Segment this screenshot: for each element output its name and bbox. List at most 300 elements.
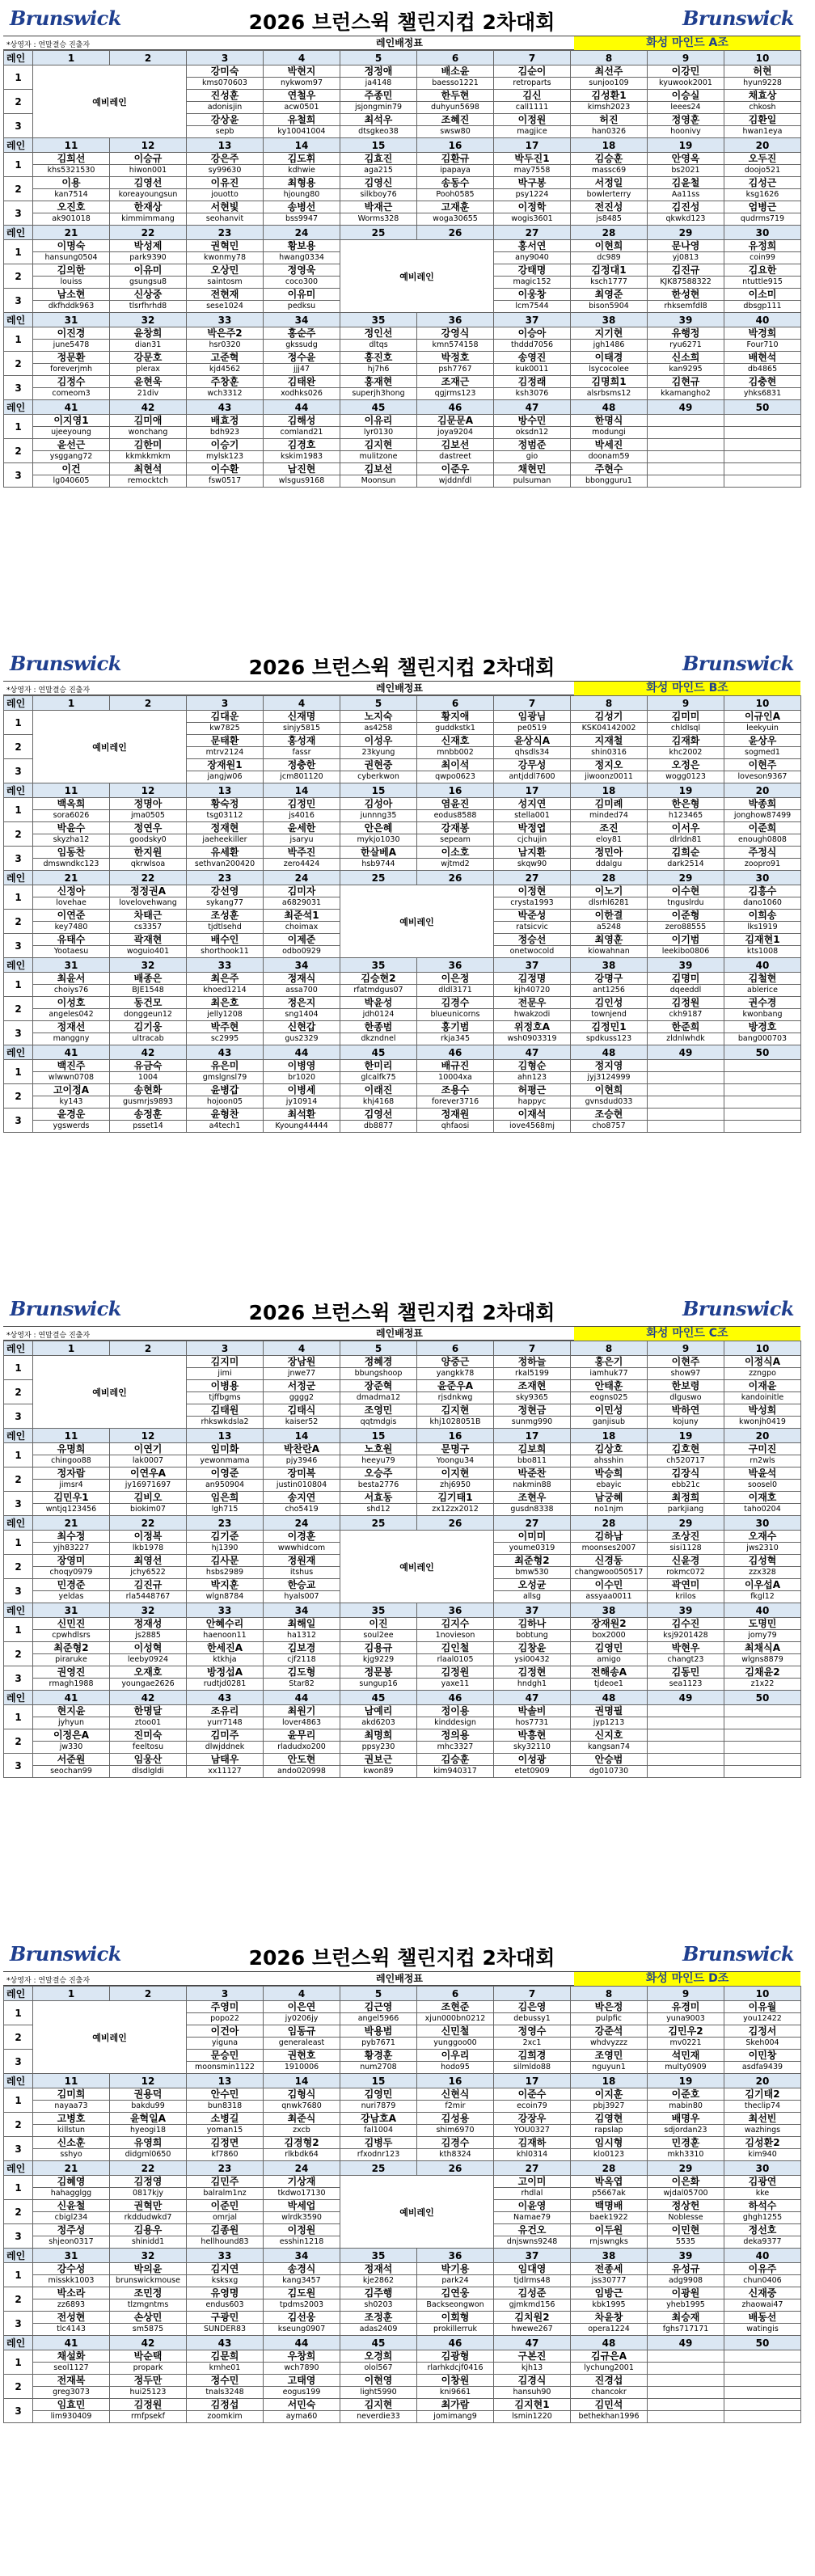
player-name: 김성준 bbox=[494, 2287, 571, 2299]
player-id: rhksemfdl8 bbox=[648, 301, 724, 313]
lane-number: 16 bbox=[417, 138, 494, 153]
lane-number: 11 bbox=[33, 138, 110, 153]
player-name: 고재훈 bbox=[417, 201, 494, 213]
player-name: 김미미 bbox=[648, 711, 724, 723]
player-name: 김의한 bbox=[33, 264, 110, 277]
player-id: as4258 bbox=[340, 723, 417, 735]
player-id: db8877 bbox=[340, 1121, 417, 1133]
lane-number: 22 bbox=[110, 226, 187, 240]
empty-cell bbox=[724, 1072, 801, 1084]
lane-number: 35 bbox=[340, 1603, 417, 1618]
player-name: 김호현 bbox=[648, 1443, 724, 1455]
player-id: box2000 bbox=[571, 1630, 648, 1642]
player-id: sepeam bbox=[417, 834, 494, 847]
player-id: qudrms719 bbox=[724, 213, 801, 226]
player-name: 김경수 bbox=[417, 2137, 494, 2149]
lane-number: 23 bbox=[187, 226, 264, 240]
player-name: 임효민 bbox=[33, 2399, 110, 2411]
player-name: 김형순 bbox=[494, 1060, 571, 1072]
player-id: ipapaya bbox=[417, 165, 494, 177]
player-id: dmadma12 bbox=[340, 1392, 417, 1404]
player-id: wogis3601 bbox=[494, 213, 571, 226]
round-number: 1 bbox=[4, 1356, 33, 1380]
lane-header: 레인 bbox=[4, 1691, 33, 1705]
lane-number: 36 bbox=[417, 2249, 494, 2263]
player-id: zero88555 bbox=[648, 922, 724, 934]
player-name: 김주행 bbox=[340, 2287, 417, 2299]
player-id: rfxodnr123 bbox=[340, 2149, 417, 2161]
player-name: 노지숙 bbox=[340, 711, 417, 723]
player-id: Aa11ss bbox=[648, 189, 724, 201]
player-name: 한성현 bbox=[648, 289, 724, 301]
player-id: tlsrfhrhd8 bbox=[110, 301, 187, 313]
player-name: 남진현 bbox=[264, 463, 340, 475]
lane-number: 33 bbox=[187, 1603, 264, 1618]
player-id: pulsuman bbox=[494, 475, 571, 488]
player-id: mtrv2124 bbox=[187, 747, 264, 759]
player-name: 문태환 bbox=[187, 735, 264, 747]
player-id: doonam59 bbox=[571, 451, 648, 463]
lane-number: 24 bbox=[264, 871, 340, 885]
player-name: 박구봉 bbox=[494, 177, 571, 189]
player-name: 강미숙 bbox=[187, 65, 264, 78]
player-id-row bbox=[4, 859, 801, 871]
lane-number: 28 bbox=[571, 871, 648, 885]
player-name: 조영민 bbox=[571, 2050, 648, 2062]
player-id: itshus bbox=[264, 1567, 340, 1579]
brunswick-logo: Brunswick bbox=[10, 1297, 121, 1320]
player-id: jdh0124 bbox=[340, 1009, 417, 1021]
player-id-row bbox=[4, 340, 801, 352]
player-name: 김규은A bbox=[571, 2350, 648, 2363]
player-id-row bbox=[4, 189, 801, 201]
lane-number: 35 bbox=[340, 958, 417, 973]
player-id: js2885 bbox=[110, 1630, 187, 1642]
player-name: 김윤철 bbox=[648, 177, 724, 189]
player-name: 강태명 bbox=[494, 264, 571, 277]
player-name: 권용덕 bbox=[110, 2088, 187, 2101]
lane-number: 17 bbox=[494, 138, 571, 153]
player-name: 유태수 bbox=[33, 934, 110, 946]
player-id: chkosh bbox=[724, 102, 801, 114]
round-number: 1 bbox=[4, 885, 33, 910]
player-name: 유금숙 bbox=[110, 1060, 187, 1072]
lane-number: 10 bbox=[724, 1987, 801, 2001]
player-id: wjddnfdl bbox=[417, 475, 494, 488]
player-name: 주정식 bbox=[724, 847, 801, 859]
player-id: qqtmdgis bbox=[340, 1417, 417, 1429]
lane-number-row bbox=[4, 1516, 801, 1531]
player-id: endus603 bbox=[187, 2299, 264, 2312]
player-name: 이준희 bbox=[724, 822, 801, 834]
player-name: 이태경 bbox=[571, 352, 648, 364]
player-id: choimax bbox=[264, 922, 340, 934]
player-name: 정은지 bbox=[264, 997, 340, 1009]
reserved-lane: 예비레인 bbox=[340, 885, 494, 958]
player-name: 김형식 bbox=[264, 2088, 340, 2101]
player-name: 배수인 bbox=[187, 934, 264, 946]
player-id: KJK87588322 bbox=[648, 277, 724, 289]
player-id: shd12 bbox=[340, 1504, 417, 1516]
player-id: kyuwook2001 bbox=[648, 78, 724, 90]
player-name: 강재봉 bbox=[417, 822, 494, 834]
lane-number: 16 bbox=[417, 2074, 494, 2088]
player-name: 박의윤 bbox=[110, 2263, 187, 2275]
player-name: 이진경 bbox=[33, 327, 110, 340]
player-name: 한승교 bbox=[264, 1579, 340, 1591]
lane-number: 44 bbox=[264, 2336, 340, 2350]
player-id: fghs717171 bbox=[648, 2324, 724, 2336]
player-row bbox=[4, 240, 801, 252]
player-id: ksg1626 bbox=[724, 189, 801, 201]
player-id: propark bbox=[110, 2363, 187, 2375]
player-id: 1910006 bbox=[264, 2062, 340, 2074]
player-id: fassr bbox=[264, 747, 340, 759]
player-name: 정승선 bbox=[494, 934, 571, 946]
lane-number: 3 bbox=[187, 1341, 264, 1356]
player-name: 김기태1 bbox=[417, 1492, 494, 1504]
lane-number: 33 bbox=[187, 958, 264, 973]
player-id: hos7731 bbox=[494, 1717, 571, 1729]
player-name: 민경훈 bbox=[648, 2137, 724, 2149]
player-name: 이정현 bbox=[494, 885, 571, 897]
player-name: 허진 bbox=[571, 114, 648, 126]
player-row bbox=[4, 822, 801, 834]
player-id: kmhe01 bbox=[187, 2363, 264, 2375]
player-id: goodsky0 bbox=[110, 834, 187, 847]
player-name: 이서우 bbox=[648, 822, 724, 834]
player-name: 정문봉 bbox=[340, 1666, 417, 1679]
player-id: rhdlal bbox=[494, 2188, 571, 2200]
lane-number: 25 bbox=[340, 226, 417, 240]
player-name: 권영진 bbox=[33, 1666, 110, 1679]
player-name: 박하연 bbox=[648, 1404, 724, 1417]
lane-number: 7 bbox=[494, 1987, 571, 2001]
player-id: baesso1221 bbox=[417, 78, 494, 90]
player-id: june5478 bbox=[33, 340, 110, 352]
player-name: 최선주 bbox=[571, 65, 648, 78]
player-name: 김희순 bbox=[648, 847, 724, 859]
player-id: wlrdk3590 bbox=[264, 2212, 340, 2224]
player-id: khj1028051B bbox=[417, 1417, 494, 1429]
player-name: 권혁만 bbox=[110, 2200, 187, 2212]
player-id: rhkswkdsla2 bbox=[187, 1417, 264, 1429]
player-id: thddd7056 bbox=[494, 340, 571, 352]
player-id: xx11127 bbox=[187, 1766, 264, 1778]
empty-cell bbox=[724, 1717, 801, 1729]
lane-number: 21 bbox=[33, 2161, 110, 2176]
round-number: 1 bbox=[4, 1618, 33, 1642]
player-name: 임동찬 bbox=[33, 847, 110, 859]
player-id: cho5419 bbox=[264, 1504, 340, 1516]
player-name: 이성광 bbox=[494, 1754, 571, 1766]
player-name: 이희송 bbox=[724, 910, 801, 922]
player-name: 홍은기 bbox=[571, 1356, 648, 1368]
player-id: leekyuin bbox=[724, 723, 801, 735]
player-id: plerax bbox=[110, 364, 187, 376]
player-id: sdjordan23 bbox=[648, 2125, 724, 2137]
player-id: iove4568mj bbox=[494, 1121, 571, 1133]
lane-number: 31 bbox=[33, 2249, 110, 2263]
lane-number: 19 bbox=[648, 2074, 724, 2088]
round-number: 2 bbox=[4, 2025, 33, 2050]
player-name: 김민우1 bbox=[33, 1492, 110, 1504]
lane-number: 29 bbox=[648, 226, 724, 240]
player-id: rokmc072 bbox=[648, 1567, 724, 1579]
player-id: jiwoonz0011 bbox=[571, 771, 648, 783]
player-name: 김충현 bbox=[724, 376, 801, 388]
player-name: 김성아 bbox=[340, 798, 417, 810]
player-name: 최준석1 bbox=[264, 910, 340, 922]
player-name: 김연웅 bbox=[417, 2287, 494, 2299]
player-id: silmldo88 bbox=[494, 2062, 571, 2074]
lane-number: 1 bbox=[33, 51, 110, 65]
player-id: jimi bbox=[187, 1368, 264, 1380]
reserved-lane: 예비레인 bbox=[340, 2176, 494, 2249]
player-name: 박솔비 bbox=[494, 1705, 571, 1717]
player-id: iamhuk77 bbox=[571, 1368, 648, 1380]
player-name: 이유월 bbox=[724, 2001, 801, 2013]
player-name: 문나영 bbox=[648, 240, 724, 252]
player-id: aga215 bbox=[340, 165, 417, 177]
round-number: 3 bbox=[4, 1404, 33, 1429]
player-id: wonchang bbox=[110, 427, 187, 439]
player-id: gio bbox=[494, 451, 571, 463]
lane-number: 20 bbox=[724, 2074, 801, 2088]
player-id: lovelovehwang bbox=[110, 897, 187, 910]
player-id: brunswickmouse bbox=[110, 2275, 187, 2287]
lane-number: 40 bbox=[724, 313, 801, 327]
player-name: 신윤경 bbox=[648, 1555, 724, 1567]
player-id: allsg bbox=[494, 1591, 571, 1603]
player-id: soosel0 bbox=[724, 1480, 801, 1492]
player-name: 남태우 bbox=[187, 1754, 264, 1766]
player-name: 김보경 bbox=[264, 1642, 340, 1654]
player-row bbox=[4, 177, 801, 189]
player-id: ahsshin bbox=[571, 1455, 648, 1467]
round-number: 2 bbox=[4, 1642, 33, 1666]
player-id: qwpo0623 bbox=[417, 771, 494, 783]
player-name: 한살베A bbox=[340, 847, 417, 859]
player-name: 손상민 bbox=[110, 2312, 187, 2324]
lane-number: 23 bbox=[187, 1516, 264, 1531]
player-id: nuri7879 bbox=[340, 2101, 417, 2113]
player-row bbox=[4, 1109, 801, 1121]
lane-header: 레인 bbox=[4, 696, 33, 711]
lane-number: 46 bbox=[417, 1691, 494, 1705]
player-id: KSK04142002 bbox=[571, 723, 648, 735]
player-name: 박세진 bbox=[571, 439, 648, 451]
player-name: 박정엽 bbox=[494, 822, 571, 834]
player-id: wlgns8879 bbox=[724, 1654, 801, 1666]
player-id: 23kyung bbox=[340, 747, 417, 759]
lane-number: 9 bbox=[648, 51, 724, 65]
player-name: 오재수 bbox=[724, 1531, 801, 1543]
empty-cell bbox=[724, 475, 801, 488]
player-name: 황숙정 bbox=[187, 798, 264, 810]
player-name: 박기용 bbox=[417, 2263, 494, 2275]
player-name: 유세환 bbox=[187, 847, 264, 859]
player-name: 오승주 bbox=[340, 1467, 417, 1480]
player-id: dian31 bbox=[110, 340, 187, 352]
lane-number: 27 bbox=[494, 871, 571, 885]
lane-header: 레인 bbox=[4, 1045, 33, 1060]
lane-number-row bbox=[4, 1987, 801, 2001]
player-id: lak0007 bbox=[110, 1455, 187, 1467]
player-id: kbk1995 bbox=[571, 2299, 648, 2312]
sheet-title: 2026 브런스윅 챌린지컵 2차대회 bbox=[248, 1301, 555, 1324]
player-id: bobtung bbox=[494, 1630, 571, 1642]
lane-number: 41 bbox=[33, 400, 110, 415]
player-name: 김진성 bbox=[648, 201, 724, 213]
player-name: 박옥엽 bbox=[571, 2176, 648, 2188]
player-name: 오재호 bbox=[110, 1666, 187, 1679]
player-name: 김성환2 bbox=[724, 2137, 801, 2149]
player-id: kang3457 bbox=[264, 2275, 340, 2287]
player-id: zzngpo bbox=[724, 1368, 801, 1380]
player-id: wch3312 bbox=[187, 388, 264, 400]
player-row bbox=[4, 2001, 801, 2013]
player-name: 오정은 bbox=[648, 759, 724, 771]
lane-number: 37 bbox=[494, 2249, 571, 2263]
empty-cell bbox=[648, 1121, 724, 1133]
lane-number: 11 bbox=[33, 2074, 110, 2088]
player-name: 김지수 bbox=[417, 1618, 494, 1630]
player-id: ja4148 bbox=[340, 78, 417, 90]
player-id: jonghow87499 bbox=[724, 810, 801, 822]
player-name: 장영미 bbox=[33, 1555, 110, 1567]
player-name: 정문환 bbox=[33, 352, 110, 364]
round-number: 3 bbox=[4, 2399, 33, 2423]
lane-number: 15 bbox=[340, 138, 417, 153]
player-name: 김정수 bbox=[33, 376, 110, 388]
player-id-row bbox=[4, 834, 801, 847]
player-name: 김성환1 bbox=[571, 90, 648, 102]
player-name: 지재철 bbox=[571, 735, 648, 747]
round-number: 3 bbox=[4, 463, 33, 488]
round-number: 1 bbox=[4, 1443, 33, 1467]
player-row bbox=[4, 847, 801, 859]
lane-number-row bbox=[4, 2336, 801, 2350]
lane-number: 48 bbox=[571, 1045, 648, 1060]
lane-table bbox=[3, 695, 801, 1133]
player-id: hwang0334 bbox=[264, 252, 340, 264]
lane-number-row bbox=[4, 871, 801, 885]
empty-cell bbox=[648, 475, 724, 488]
player-name: 이소호 bbox=[417, 847, 494, 859]
player-id: parkjiang bbox=[648, 1504, 724, 1516]
player-name: 신윤철 bbox=[33, 2200, 110, 2212]
brunswick-logo: Brunswick bbox=[10, 6, 121, 30]
player-name: 송경식 bbox=[264, 2263, 340, 2275]
player-id: lim930409 bbox=[33, 2411, 110, 2423]
player-name: 허현 bbox=[724, 65, 801, 78]
player-name: 김승훈 bbox=[571, 153, 648, 165]
lane-number: 8 bbox=[571, 51, 648, 65]
player-id: dlwjddnek bbox=[187, 1742, 264, 1754]
player-name: 정자람 bbox=[33, 1467, 110, 1480]
lane-number: 12 bbox=[110, 2074, 187, 2088]
player-name: 이명숙 bbox=[33, 240, 110, 252]
player-id: deka9377 bbox=[724, 2236, 801, 2249]
round-number: 2 bbox=[4, 2287, 33, 2312]
player-id: stella001 bbox=[494, 810, 571, 822]
player-name: 최영준 bbox=[571, 289, 648, 301]
player-name: 정명아 bbox=[110, 798, 187, 810]
round-number: 3 bbox=[4, 114, 33, 138]
player-id: mv0221 bbox=[648, 2038, 724, 2050]
player-id: an950904 bbox=[187, 1480, 264, 1492]
lane-number: 43 bbox=[187, 1045, 264, 1060]
player-name: 홍기범 bbox=[417, 1021, 494, 1033]
round-number: 3 bbox=[4, 1579, 33, 1603]
player-id: ebb21c bbox=[648, 1480, 724, 1492]
player-name: 고이정A bbox=[33, 1084, 110, 1096]
player-id: pe0519 bbox=[494, 723, 571, 735]
empty-cell bbox=[724, 1729, 801, 1742]
player-name: 김성기 bbox=[571, 711, 648, 723]
player-id: kwon89 bbox=[340, 1766, 417, 1778]
player-name: 임미화 bbox=[187, 1443, 264, 1455]
player-id: jomimang9 bbox=[417, 2411, 494, 2423]
empty-cell bbox=[724, 1121, 801, 1133]
player-name: 정원재 bbox=[264, 1555, 340, 1567]
player-name: 채효상 bbox=[724, 90, 801, 102]
player-id: skyzha12 bbox=[33, 834, 110, 847]
player-name: 송현화 bbox=[110, 1084, 187, 1096]
player-row bbox=[4, 798, 801, 810]
player-name: 최이석 bbox=[417, 759, 494, 771]
player-name: 김용규 bbox=[340, 1642, 417, 1654]
player-name: 조영민 bbox=[340, 1404, 417, 1417]
player-name: 김정래 bbox=[494, 376, 571, 388]
player-id-row bbox=[4, 985, 801, 997]
lane-number: 47 bbox=[494, 400, 571, 415]
round-number: 1 bbox=[4, 240, 33, 264]
player-name: 이준민 bbox=[187, 2200, 264, 2212]
lane-number: 5 bbox=[340, 1341, 417, 1356]
player-name: 방경호 bbox=[724, 1021, 801, 1033]
player-id: cho8757 bbox=[571, 1121, 648, 1133]
lane-number: 41 bbox=[33, 1045, 110, 1060]
lane-number: 30 bbox=[724, 226, 801, 240]
player-name: 안은혜 bbox=[340, 822, 417, 834]
player-row bbox=[4, 1705, 801, 1717]
lane-number-row bbox=[4, 2249, 801, 2263]
player-name: 이영준 bbox=[187, 1467, 264, 1480]
player-name: 오상민 bbox=[187, 264, 264, 277]
lane-number-row bbox=[4, 1429, 801, 1443]
player-id-row bbox=[4, 364, 801, 376]
player-name: 김은영 bbox=[494, 2001, 571, 2013]
player-id: gmslgnsl79 bbox=[187, 1072, 264, 1084]
player-id: sc2995 bbox=[187, 1033, 264, 1045]
player-id: hj1390 bbox=[187, 1543, 264, 1555]
player-id: tlzmgntms bbox=[110, 2299, 187, 2312]
player-name: 김정원 bbox=[110, 2399, 187, 2411]
player-name: 이우섭A bbox=[724, 1579, 801, 1591]
player-row bbox=[4, 1356, 801, 1368]
player-id: kdhwie bbox=[264, 165, 340, 177]
empty-cell bbox=[648, 439, 724, 451]
player-id: Moonsun bbox=[340, 475, 417, 488]
lane-number: 4 bbox=[264, 1341, 340, 1356]
empty-cell bbox=[648, 1109, 724, 1121]
player-id: hansuh90 bbox=[494, 2387, 571, 2399]
player-id: hoonivy bbox=[648, 126, 724, 138]
lane-number: 30 bbox=[724, 2161, 801, 2176]
lane-number: 12 bbox=[110, 138, 187, 153]
